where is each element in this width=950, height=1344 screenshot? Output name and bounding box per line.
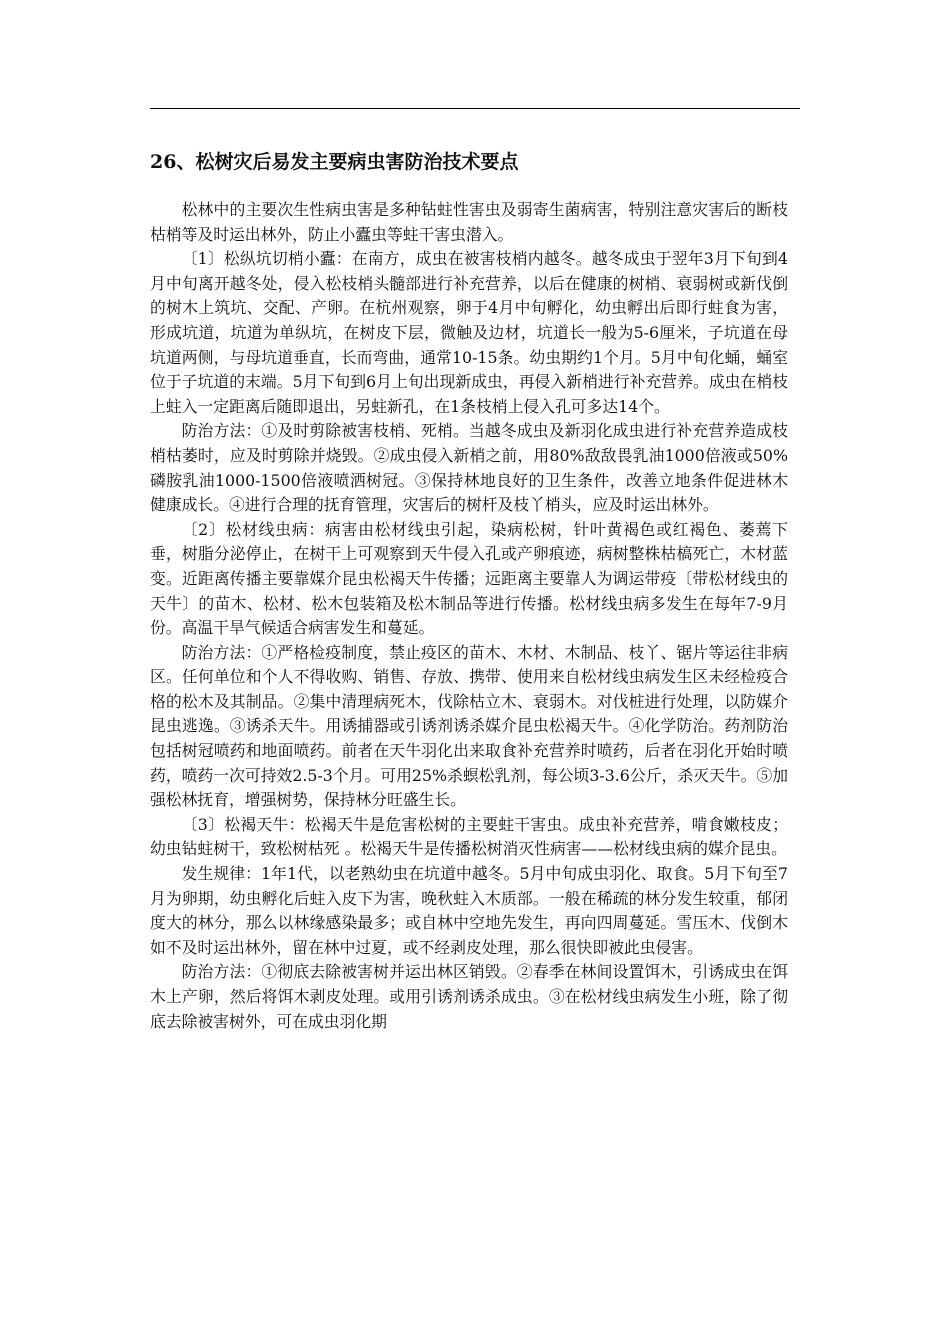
header-rule — [150, 108, 800, 109]
paragraph-control-1: 防治方法：①及时剪除被害枝梢、死梢。当越冬成虫及新羽化成虫进行补充营养造成枝梢枯萎时，应及时剪除并烧毁。②成虫侵入新梢之前，用80%敌敌畏乳油1000倍液或50%磷胺乳油1000-1500倍液喷洒树冠。③保持林地良好的卫生条件，改善立地条件促进林木健康成长。④进行合理的抚育管理，灾害后的树杆及枝丫梢头，应及时运出林外。 — [150, 421, 788, 515]
paragraph-pest-3: 〔3〕松褐天牛：松褐天牛是危害松树的主要蛀干害虫。成虫补充营养，啃食嫩枝皮；幼虫钻蛀树干，致松树枯死 。松褐天牛是传播松树消灭性病害——松材线虫病的媒介昆虫。 — [150, 814, 788, 859]
paragraph-pest-1: 〔1〕松纵坑切梢小蠹：在南方，成虫在被害枝梢内越冬。越冬成虫于翌年3月下旬到4月中旬离开越冬处，侵入松枝梢头髓部进行补充营养，以后在健康的树梢、衰弱树或新伐倒的树木上筑坑、交配、产卵。在杭州观察，卵于4月中旬孵化，幼虫孵出后即行蛀食为害，形成坑道，坑道为单纵坑，在树皮下层，微触及边材，坑道长一般为5-6厘米，子坑道在母坑道两侧，与母坑道垂直，长而弯曲，通常10-15条。幼虫期约1个月。5月中旬化蛹，蛹室位于子坑道的末端。5月下旬到6月上旬出现新成虫，再侵入新梢进行补充营养。成虫在梢枝上蛀入一定距离后随即退出，另蛀新孔，在1条枝梢上侵入孔可多达14个。 — [150, 249, 788, 416]
paragraph-control-3: 防治方法：①彻底去除被害树并运出林区销毁。②春季在林间设置饵木，引诱成虫在饵木上产卵，然后将饵木剥皮处理。或用引诱剂诱杀成虫。③在松材线虫病发生小班，除了彻底去除被害树外，可在成虫羽化期 — [150, 962, 788, 1031]
paragraph-occurrence-3: 发生规律：1年1代，以老熟幼虫在坑道中越冬。5月中旬成虫羽化、取食。5月下旬至7月为卵期，幼虫孵化后蛀入皮下为害，晚秋蛀入木质部。一般在稀疏的林分发生较重，郁闭度大的林分，那么以林缘感染最多；或自林中空地先发生，再向四周蔓延。雪压木、伐倒木如不及时运出林外，留在林中过夏，或不经剥皮处理，那么很快即被此虫侵害。 — [150, 864, 788, 957]
paragraph-pest-2: 〔2〕松材线虫病：病害由松材线虫引起，染病松树，针叶黄褐色或红褐色、萎蔫下垂，树脂分泌停止，在树干上可观察到天牛侵入孔或产卵痕迹，病树整株枯槁死亡，木材蓝变。近距离传播主要靠媒介昆虫松褐天牛传播；远距离主要靠人为调运带疫〔带松材线虫的天牛〕的苗木、松材、松木包装箱及松木制品等进行传播。松材线虫病多发生在每年7-9月份。高温干旱气候适合病害发生和蔓延。 — [150, 519, 788, 638]
paragraph-intro: 松林中的主要次生性病虫害是多种钻蛀性害虫及弱寄生菌病害，特别注意灾害后的断枝枯梢等及时运出林外，防止小蠹虫等蛀干害虫潜入。 — [150, 200, 788, 244]
paragraph-control-2: 防治方法：①严格检疫制度，禁止疫区的苗木、木材、木制品、枝丫、锯片等运往非病区。任何单位和个人不得收购、销售、存放、携带、使用来自松材线虫病发生区未经检疫合格的松木及其制品。②集中清理病死木，伐除枯立木、衰弱木。对伐桩进行处理，以防媒介昆虫逃逸。③诱杀天牛。用诱捕器或引诱剂诱杀媒介昆虫松褐天牛。④化学防治。药剂防治包括树冠喷药和地面喷药。前者在天牛羽化出来取食补充营养时喷药，后者在羽化开始时喷药，喷药一次可持效2.5-3个月。可用25%杀螟松乳剂，每公顷3-3.6公斤，杀灭天牛。⑤加强松林抚育，增强树势，保持林分旺盛生长。 — [150, 642, 788, 810]
document-body — [150, 198, 788, 1034]
document-title: 26、松树灾后易发主要病虫害防治技术要点 — [150, 151, 519, 173]
